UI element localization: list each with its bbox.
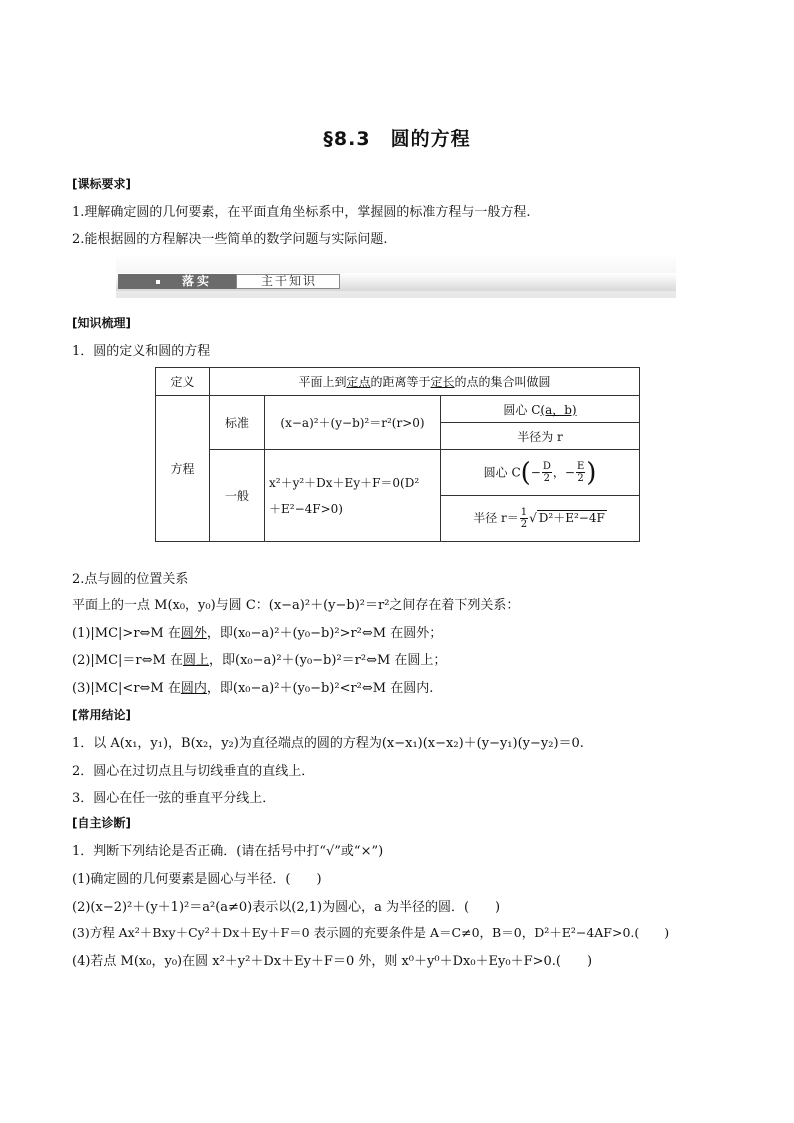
banner-left-label: 落实	[182, 274, 213, 288]
diagnosis-intro: 1．判断下列结论是否正确．(请在括号中打“√”或“×”)	[72, 844, 384, 859]
diagnosis-item-4: (4)若点 M(x₀，y₀)在圆 x²＋y²＋Dx＋Ey＋F＝0 外，则 x⁰＋y⁰＋Dx₀＋Ey₀＋F>0.( )	[72, 954, 593, 969]
gen-center-cell: 圆心 C(− $\frac{D}{2}$ ，− $\frac{E}{2}$ )	[441, 450, 640, 496]
diagnosis-item-2: (2)(x−2)²＋(y＋1)²＝a²(a≠0)表示以(2,1)为圆心，a 为半径的圆．( )	[72, 900, 501, 915]
knowledge-item-1: 1．圆的定义和圆的方程	[72, 344, 211, 359]
section-banner	[116, 254, 676, 298]
std-label-cell: 标准	[210, 396, 265, 450]
std-eq-cell: (x−a)²＋(y−b)²＝r²(r>0)	[265, 396, 441, 450]
std-radius-cell: 半径为 r	[441, 423, 640, 450]
position-heading: 2.点与圆的位置关系	[72, 572, 189, 587]
diagnosis-item-3: (3)方程 Ax²＋Bxy＋Cy²＋Dx＋Ey＋F＝0 表示圆的充要条件是 A＝C≠0，B＝0，D²＋E²−4AF>0.( )	[72, 925, 670, 940]
conclusion-item-1: 1．以 A(x₁，y₁)，B(x₂，y₂)为直径端点的圆的方程为(x−x₁)(x−x₂)＋(y−y₁)(y−y₂)＝0.	[72, 736, 584, 751]
page-title: §8.3 圆的方程	[323, 128, 471, 150]
conclusion-item-2: 2．圆心在过切点且与切线垂直的直线上．	[72, 764, 315, 779]
position-line-1: (1)|MC|>r⇔M 在圆外，即(x₀−a)²＋(y₀−b)²>r²⇔M 在圆外；	[72, 626, 443, 641]
def-text-cell: 平面上到定点的距离等于定长的点的集合叫做圆	[210, 368, 640, 396]
position-line-2: (2)|MC|＝r⇔M 在圆上，即(x₀−a)²＋(y₀−b)²＝r²⇔M 在圆上；	[72, 653, 447, 668]
gen-eq-cell: x²＋y²＋Dx＋Ey＋F＝0(D² ＋E²−4F>0)	[265, 450, 441, 542]
conclusion-item-3: 3．圆心在任一弦的垂直平分线上．	[72, 791, 276, 806]
diagnosis-heading: [自主诊断]	[72, 816, 131, 830]
curriculum-item-1: 1.理解确定圆的几何要素，在平面直角坐标系中，掌握圆的标准方程与一般方程.	[72, 205, 531, 220]
knowledge-heading: [知识梳理]	[72, 316, 131, 330]
position-intro: 平面上的一点 M(x₀，y₀)与圆 C：(x−a)²＋(y−b)²＝r²之间存在着下列关系：	[72, 598, 520, 613]
banner-right-label: 主干知识	[261, 274, 318, 288]
diagnosis-item-1: (1)确定圆的几何要素是圆心与半径．( )	[72, 872, 322, 887]
curriculum-heading: [课标要求]	[72, 177, 131, 191]
banner-dark-tab	[118, 274, 236, 289]
position-line-3: (3)|MC|<r⇔M 在圆内，即(x₀−a)²＋(y₀−b)²<r²⇔M 在圆内.	[72, 681, 434, 696]
banner-bullet-icon	[156, 280, 160, 284]
def-label-cell: 定义	[156, 368, 210, 396]
eq-label-cell: 方程	[156, 396, 210, 542]
std-center-cell: 圆心 C(a，b)	[441, 396, 640, 423]
curriculum-item-2: 2.能根据圆的方程解决一些简单的数学问题与实际问题.	[72, 232, 388, 247]
circle-definition-table	[155, 367, 640, 542]
conclusions-heading: [常用结论]	[72, 708, 131, 722]
gen-radius-cell: 半径 r＝ $\frac{1}{2}$ √ D²＋E²−4F	[441, 496, 640, 542]
gen-label-cell: 一般	[210, 450, 265, 542]
